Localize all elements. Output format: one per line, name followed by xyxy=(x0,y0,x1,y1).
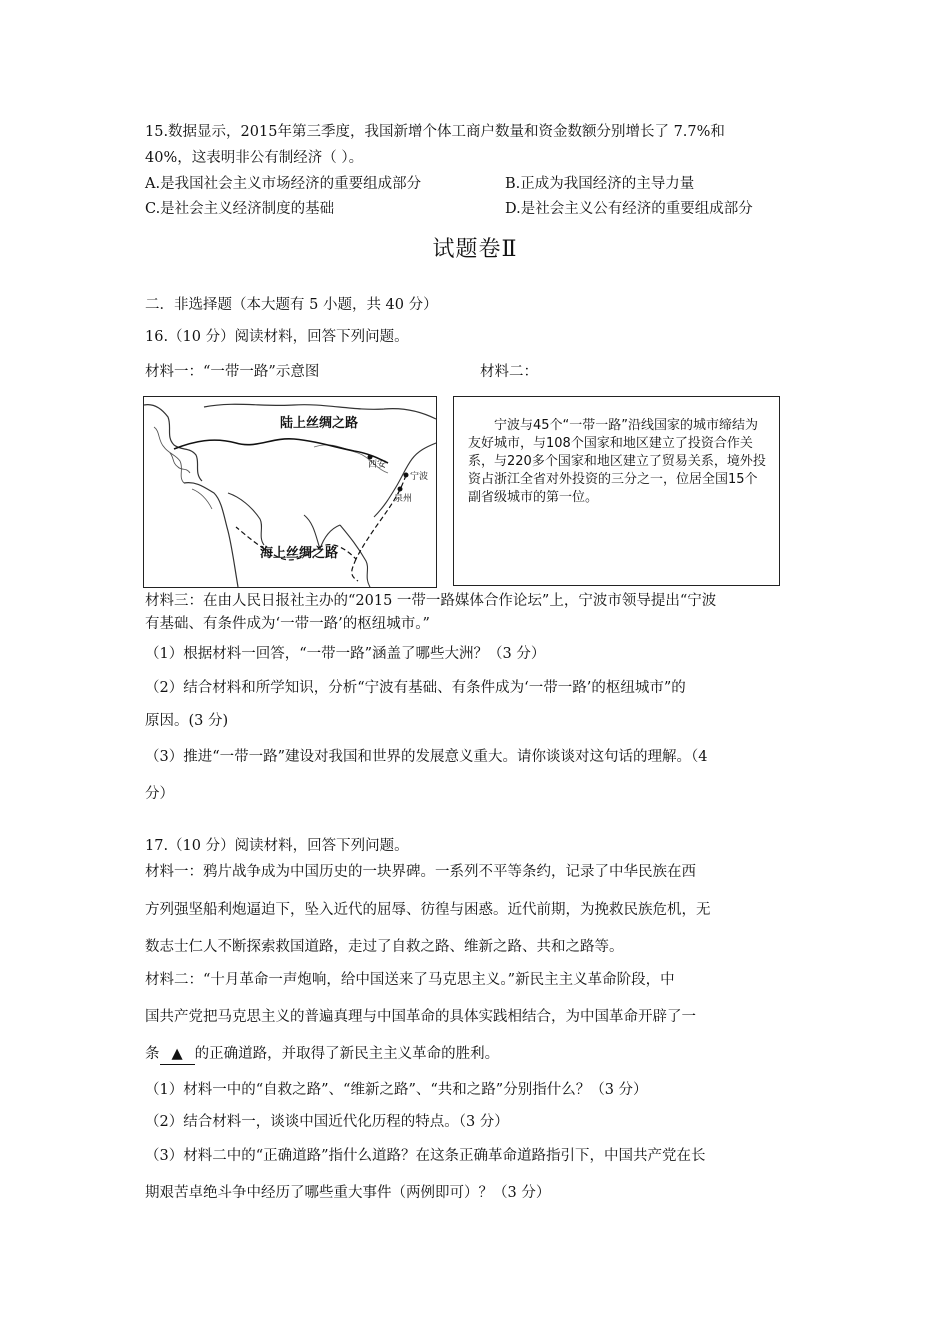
q16-material3-line1: 材料三：在由人民日报社主办的“2015 一带一路媒体合作论坛”上，宁波市领导提出“宁波 xyxy=(145,593,717,609)
q16-sub1: （1）根据材料一回答，“一带一路”涵盖了哪些大洲？（3 分） xyxy=(145,646,546,662)
q17-sub3-line2: 期艰苦卓绝斗争中经历了哪些重大事件（两例即可）？（3 分） xyxy=(145,1185,551,1201)
material2-text: 宁波与45个“一带一路”沿线国家的城市缔结为友好城市，与108个国家和地区建立了投资合作关系，与220多个国家和地区建立了贸易关系，境外投资占浙江全省对外投资的三分之一，位居全国15个副省级城市的第一位。 xyxy=(468,418,766,505)
q17-m1-line2: 方列强坚船利炮逼迫下，坠入近代的屈辱、彷徨与困惑。近代前期，为挽救民族危机，无 xyxy=(145,902,711,918)
q16-sub3-line1: （3）推进“一带一路”建设对我国和世界的发展意义重大。请你谈谈对这句话的理解。（4 xyxy=(145,749,708,765)
q17-sub1: （1）材料一中的“自救之路”、“维新之路”、“共和之路”分别指什么？（3 分） xyxy=(145,1082,648,1098)
q17-answer-blank: ▲ xyxy=(160,1044,195,1065)
q15-stem-line2: 40%，这表明非公有制经济（ ）。 xyxy=(145,150,364,166)
q16-title: 16.（10 分）阅读材料，回答下列问题。 xyxy=(145,329,409,345)
q16-sub2-line2: 原因。(3 分) xyxy=(145,713,229,729)
q16-material1-label: 材料一：“一带一路”示意图 xyxy=(145,364,320,380)
q16-sub3-line2: 分） xyxy=(145,786,174,802)
material2-box xyxy=(453,396,780,586)
q17-m2-prefix: 条 xyxy=(145,1046,160,1062)
q17-m2-line3 xyxy=(145,1044,499,1065)
q16-material3-line2: 有基础、有条件成为‘一带一路’的枢纽城市。” xyxy=(145,616,430,632)
q15-stem-line1: 15.数据显示，2015年第三季度，我国新增个体工商户数量和资金数额分别增长了 7.7%和 xyxy=(145,124,725,140)
map-drawing xyxy=(144,397,436,587)
q17-m2-line2: 国共产党把马克思主义的普遍真理与中国革命的具体实践相结合，为中国革命开辟了一 xyxy=(145,1009,696,1025)
map-sea-route-label: 海上丝绸之路 xyxy=(260,546,339,561)
q15-option-b: B.正成为我国经济的主导力量 xyxy=(505,176,695,192)
q15-option-c: C.是社会主义经济制度的基础 xyxy=(145,201,335,217)
q17-sub2: （2）结合材料一，谈谈中国近代化历程的特点。（3 分） xyxy=(145,1114,509,1130)
q16-sub2-line1: （2）结合材料和所学知识，分析“宁波有基础、有条件成为‘一带一路’的枢纽城市”的 xyxy=(145,680,686,696)
map-city-xian: 西安 xyxy=(368,460,387,470)
q17-m1-line3: 数志士仁人不断探索救国道路，走过了自救之路、维新之路、共和之路等。 xyxy=(145,939,624,955)
map-city-ningbo: 宁波 xyxy=(410,472,429,482)
map-city-quanzhou: 泉州 xyxy=(394,494,413,504)
section-intro: 二．非选择题（本大题有 5 小题，共 40 分） xyxy=(145,297,438,313)
q16-material2-label: 材料二： xyxy=(480,364,538,380)
q17-m2-suffix: 的正确道路，并取得了新民主主义革命的胜利。 xyxy=(194,1046,500,1062)
q15-option-d: D.是社会主义公有经济的重要组成部分 xyxy=(505,201,753,217)
map-land-route-label: 陆上丝绸之路 xyxy=(280,416,359,431)
belt-road-map xyxy=(143,396,437,588)
q15-option-a: A.是我国社会主义市场经济的重要组成部分 xyxy=(145,176,422,192)
q17-title: 17.（10 分）阅读材料，回答下列问题。 xyxy=(145,838,409,854)
q17-m1-line1: 材料一：鸦片战争成为中国历史的一块界碑。一系列不平等条约，记录了中华民族在西 xyxy=(145,864,696,880)
section-title: 试题卷Ⅱ xyxy=(432,237,518,262)
q17-m2-line1: 材料二：“十月革命一声炮响，给中国送来了马克思主义。”新民主主义革命阶段，中 xyxy=(145,972,675,988)
q17-sub3-line1: （3）材料二中的“正确道路”指什么道路？在这条正确革命道路指引下，中国共产党在长 xyxy=(145,1148,706,1164)
